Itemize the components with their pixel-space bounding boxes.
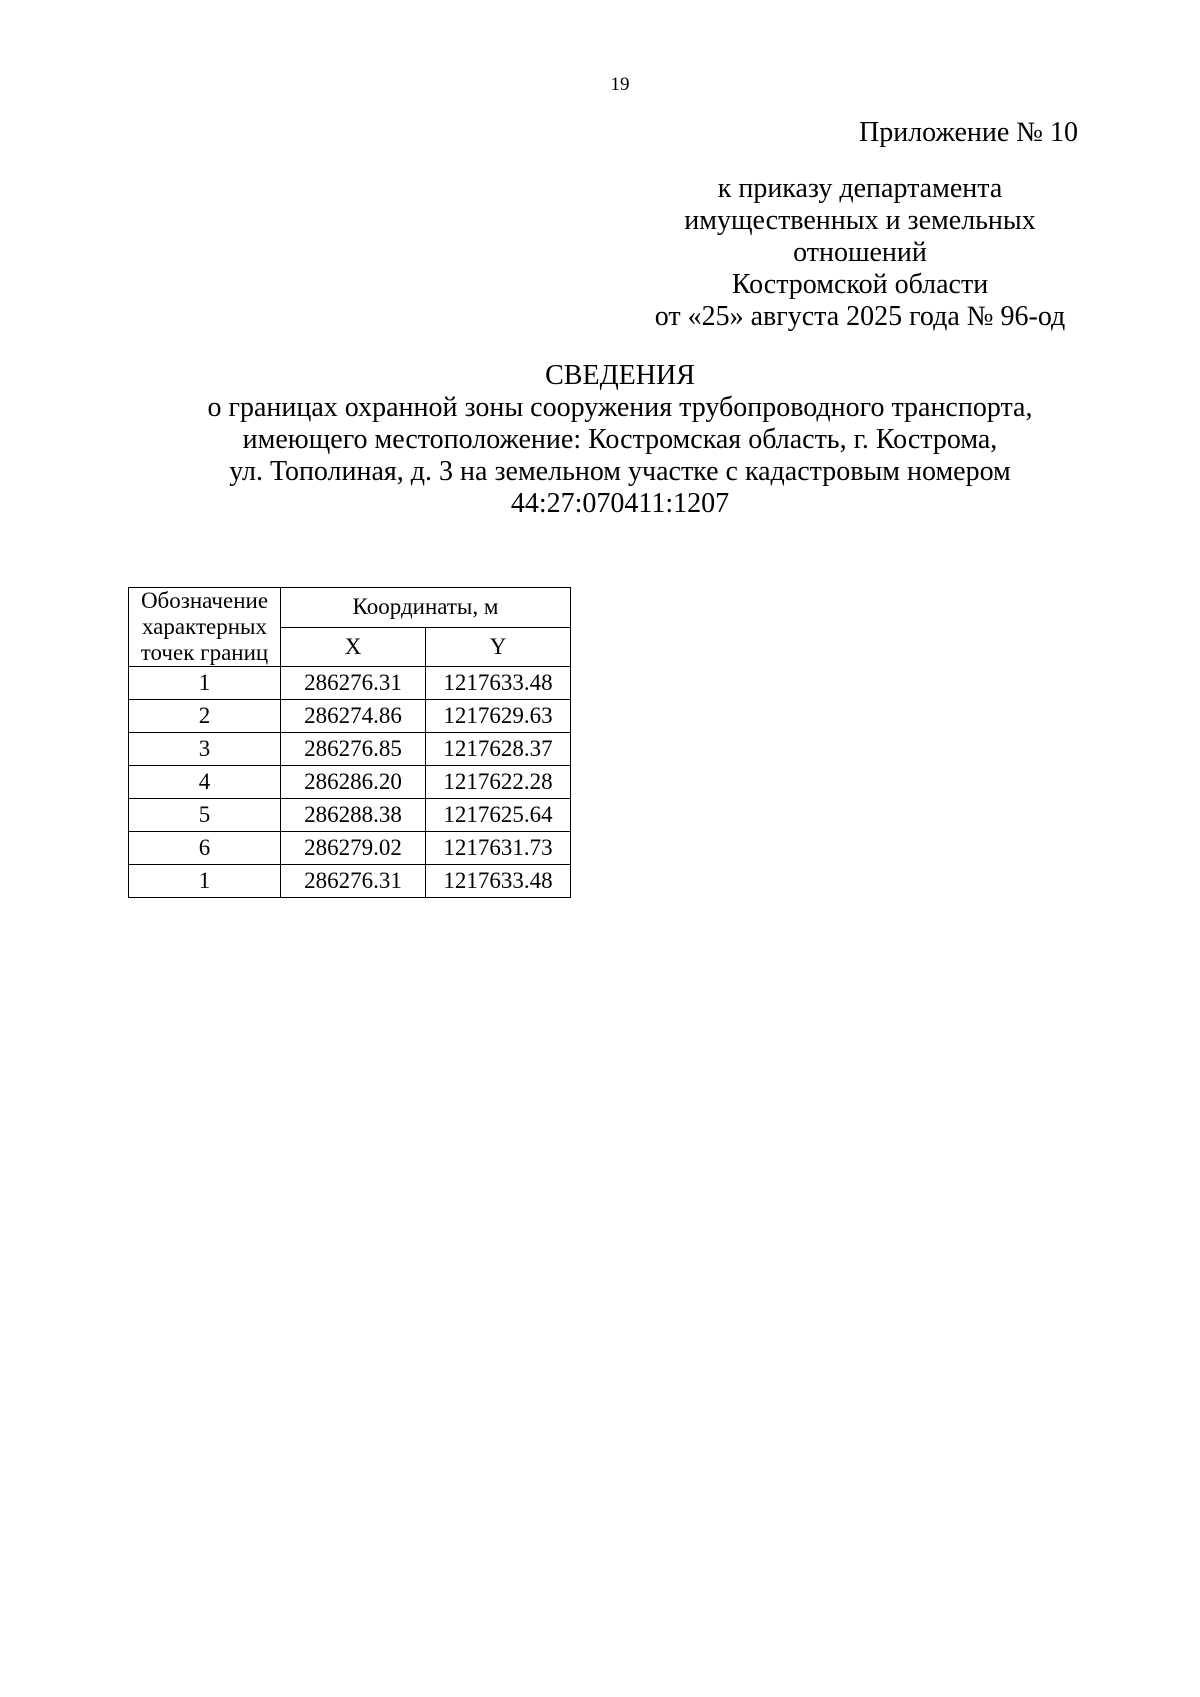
- order-line: отношений: [793, 237, 927, 268]
- point-cell: 5: [129, 799, 281, 832]
- table-row: [129, 799, 571, 832]
- x-cell: 286279.02: [281, 832, 426, 865]
- order-line: Костромской области: [731, 269, 989, 300]
- designation-header-line: характерных: [141, 614, 267, 639]
- table-row: [129, 733, 571, 766]
- y-cell: 1217633.48: [426, 667, 571, 700]
- table-row: [129, 667, 571, 700]
- heading-title: СВЕДЕНИЯ: [545, 360, 695, 391]
- appendix-title: Приложение № 10: [859, 117, 1078, 148]
- x-header: X: [281, 627, 426, 667]
- y-cell: 1217628.37: [426, 733, 571, 766]
- table-row: [129, 766, 571, 799]
- point-cell: 2: [129, 700, 281, 733]
- x-cell: 286276.31: [281, 667, 426, 700]
- x-cell: 286276.31: [281, 865, 426, 898]
- order-reference: [610, 173, 1110, 333]
- point-cell: 1: [129, 865, 281, 898]
- page-number: 19: [610, 74, 630, 95]
- x-cell: 286288.38: [281, 799, 426, 832]
- heading-line: о границах охранной зоны сооружения трубопроводного транспорта,: [207, 392, 1033, 423]
- table-row: [129, 700, 571, 733]
- order-line: имущественных и земельных: [684, 205, 1036, 236]
- cadastral-number: 44:27:070411:1207: [510, 488, 730, 519]
- designation-header-line: точек границ: [140, 640, 269, 665]
- point-cell: 6: [129, 832, 281, 865]
- heading-line: имеющего местоположение: Костромская область, г. Кострома,: [242, 424, 998, 455]
- y-cell: 1217633.48: [426, 865, 571, 898]
- y-cell: 1217622.28: [426, 766, 571, 799]
- designation-header: [129, 588, 281, 667]
- y-cell: 1217631.73: [426, 832, 571, 865]
- point-cell: 1: [129, 667, 281, 700]
- table-row: [129, 865, 571, 898]
- table-header-row: [129, 588, 571, 628]
- y-header: Y: [426, 627, 571, 667]
- point-cell: 3: [129, 733, 281, 766]
- x-cell: 286276.85: [281, 733, 426, 766]
- y-cell: 1217629.63: [426, 700, 571, 733]
- order-line: к приказу департамента: [717, 173, 1003, 204]
- table-row: [129, 832, 571, 865]
- x-cell: 286274.86: [281, 700, 426, 733]
- order-line: от «25» августа 2025 года № 96-од: [654, 301, 1066, 332]
- coordinates-table: [128, 587, 571, 898]
- designation-header-line: Обозначение: [140, 588, 269, 613]
- heading-line: ул. Тополиная, д. 3 на земельном участке с кадастровым номером: [229, 456, 1011, 487]
- document-heading: [170, 360, 1070, 520]
- coordinates-header: Координаты, м: [281, 588, 571, 628]
- x-cell: 286286.20: [281, 766, 426, 799]
- point-cell: 4: [129, 766, 281, 799]
- y-cell: 1217625.64: [426, 799, 571, 832]
